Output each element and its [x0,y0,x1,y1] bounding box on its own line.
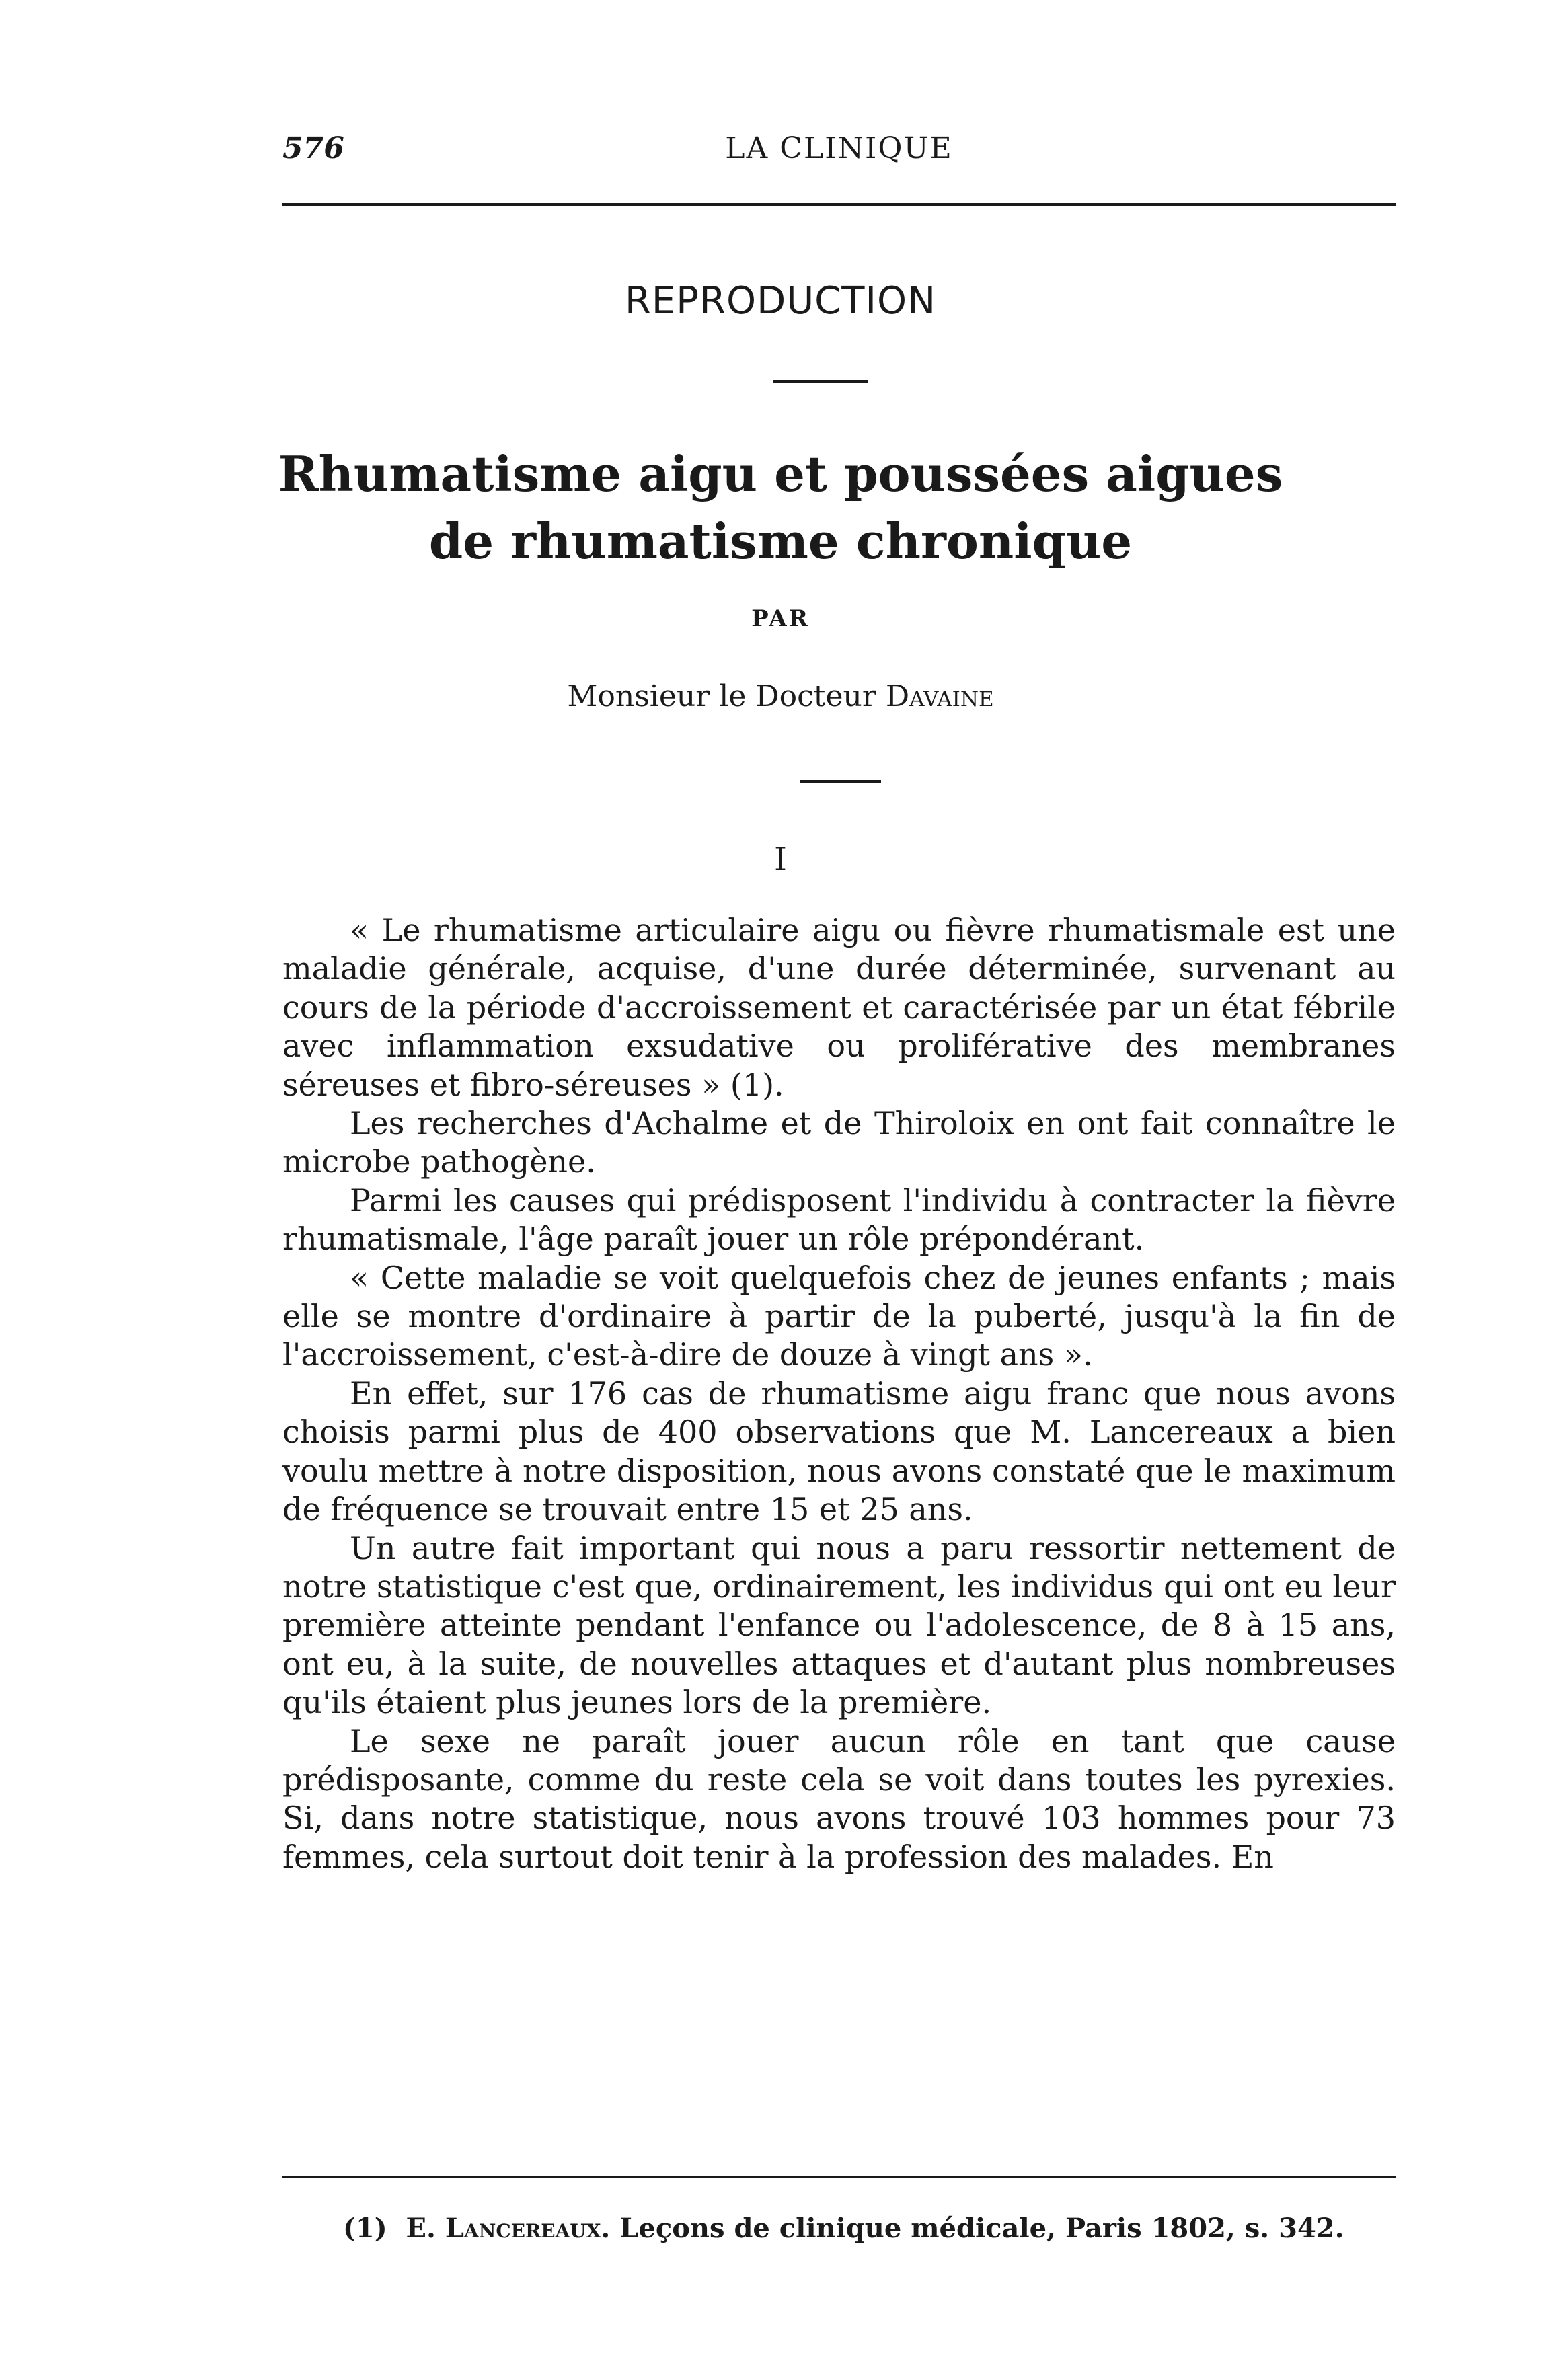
header-rule [282,203,1396,206]
author-prefix: Monsieur le Docteur [567,679,886,714]
article-title-line-2: de rhumatisme chronique [428,512,1133,570]
footnote-rule [282,2176,1396,2178]
section-divider [773,380,868,383]
article-body [282,911,1396,1876]
running-header [282,131,1396,178]
paragraph-7: Le sexe ne paraît jouer aucun rôle en tant que cause prédisposante, comme du reste cela se voit dans toutes les pyrexies. Si, dans notre statistique, nous avons trouvé 103 hommes pour 73 femmes, cela surtout doit tenir à la profession des malades. En [282,1722,1396,1875]
byline-par: PAR [751,605,810,632]
article-title-line-1: Rhumatisme aigu et poussées aigues [278,445,1283,502]
footnote [343,2213,1399,2244]
paragraph-6: Un autre fait important qui nous a paru ressortir nettement de notre statistique c'est que, ordinairement, les individus qui ont eu leur première atteinte pendant l'enfance ou l'adolescence, de 8 à 15 ans, ont eu, à la suite, de nouvelles attaques et d'autant plus nombreuses qu'ils étaient plus jeunes lors de la première. [282,1529,1396,1721]
paragraph-5: En effet, sur 176 cas de rhumatisme aigu franc que nous avons choisis parmi plus de 400 observations que M. Lancereaux a bien voulu mettre à notre disposition, nous avons constaté que le maximum de fréquence se trouvait entre 15 et 25 ans. [282,1375,1396,1528]
footnote-marker: (1) [343,2213,387,2244]
author-name: Davaine [885,679,994,714]
page-number: 576 [282,131,344,165]
section-label: REPRODUCTION [625,279,936,323]
author-line [0,679,1561,714]
paragraph-4: « Cette maladie se voit quelquefois chez de jeunes enfants ; mais elle se montre d'ordinaire à partir de la puberté, jusqu'à la fin de l'accroissement, c'est-à-dire de douze à vingt ans ». [282,1259,1396,1373]
paragraph-1: « Le rhumatisme articulaire aigu ou fièvre rhumatismale est une maladie générale, acquise, d'une durée déterminée, survenant au cours de la période d'accroissement et caractérisée par un état fébrile avec inflammation exsudative ou proliférative des membranes séreuses et fibro-séreuses » (1). [282,912,1396,1103]
paragraph-2: Les recherches d'Achalme et de Thiroloix en ont fait connaître le microbe pathogène. [282,1105,1396,1180]
footnote-author: E. Lancereaux. [406,2213,611,2244]
journal-title: LA CLINIQUE [725,131,953,165]
paragraph-3: Parmi les causes qui prédisposent l'individu à contracter la fièvre rhumatismale, l'âge paraît jouer un rôle prépondérant. [282,1182,1396,1258]
title-divider [800,780,881,783]
footnote-text: Leçons de clinique médicale, Paris 1802, s. 342. [610,2213,1344,2244]
part-number: I [774,841,787,878]
article-title [0,440,1561,575]
